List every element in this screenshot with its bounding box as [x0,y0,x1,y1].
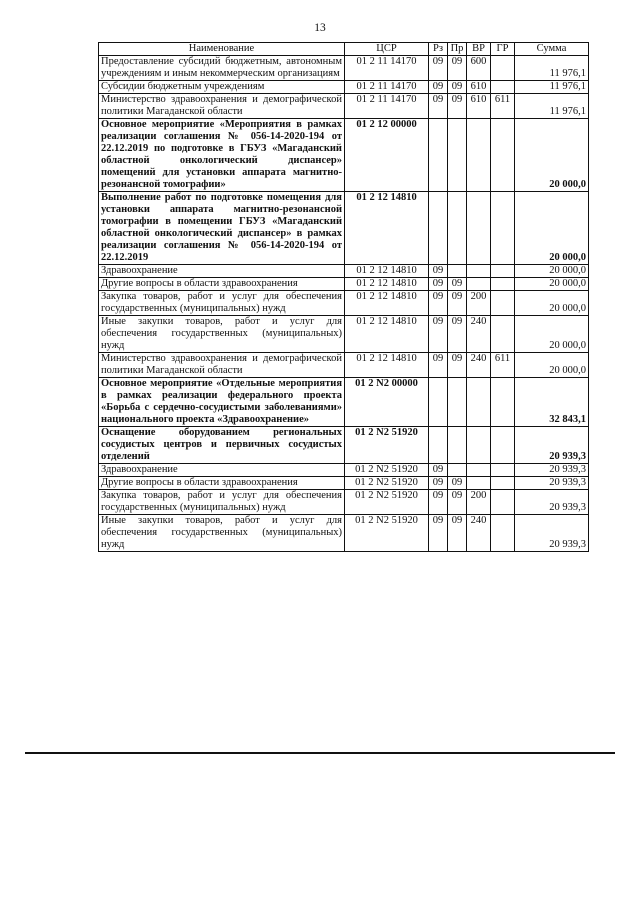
cell-csr: 01 2 N2 00000 [345,378,429,427]
cell-gr [491,464,515,477]
cell-sum: 20 000,0 [515,278,589,291]
cell-pr: 09 [448,353,467,378]
cell-rz [429,427,448,464]
cell-sum: 20 000,0 [515,291,589,316]
cell-gr [491,119,515,192]
cell-sum: 11 976,1 [515,94,589,119]
cell-vr [467,464,491,477]
cell-vr [467,477,491,490]
cell-sum: 32 843,1 [515,378,589,427]
cell-gr [491,378,515,427]
cell-pr: 09 [448,278,467,291]
cell-csr: 01 2 12 14810 [345,291,429,316]
table-row [99,316,589,353]
cell-sum: 20 000,0 [515,119,589,192]
cell-gr [491,278,515,291]
cell-sum: 20 000,0 [515,265,589,278]
cell-sum: 20 939,3 [515,477,589,490]
cell-name: Иные закупки товаров, работ и услуг для обеспечения государственных (муниципальных) нужд [99,316,345,353]
table-row [99,427,589,464]
cell-gr: 611 [491,353,515,378]
cell-gr [491,192,515,265]
cell-name: Другие вопросы в области здравоохранения [99,477,345,490]
cell-name: Субсидии бюджетным учреждениям [99,81,345,94]
cell-csr: 01 2 N2 51920 [345,515,429,552]
cell-pr [448,427,467,464]
cell-vr: 200 [467,291,491,316]
table-row [99,119,589,192]
cell-gr [491,81,515,94]
table-row [99,265,589,278]
cell-rz [429,119,448,192]
table-row [99,94,589,119]
cell-gr [491,316,515,353]
table-row [99,56,589,81]
cell-pr: 09 [448,94,467,119]
cell-pr: 09 [448,56,467,81]
cell-pr [448,464,467,477]
cell-gr [491,291,515,316]
table-row [99,278,589,291]
cell-csr: 01 2 12 14810 [345,316,429,353]
cell-sum: 11 976,1 [515,81,589,94]
cell-vr: 610 [467,81,491,94]
cell-vr: 600 [467,56,491,81]
cell-sum: 11 976,1 [515,56,589,81]
cell-csr: 01 2 11 14170 [345,56,429,81]
cell-name: Предоставление субсидий бюджетным, автономным учреждениям и иным некоммерческим организациям [99,56,345,81]
cell-name: Закупка товаров, работ и услуг для обеспечения государственных (муниципальных) нужд [99,291,345,316]
table-row [99,353,589,378]
header-name: Наименование [99,43,345,56]
cell-csr: 01 2 N2 51920 [345,427,429,464]
cell-pr [448,378,467,427]
cell-pr: 09 [448,291,467,316]
header-gr: ГР [491,43,515,56]
cell-name: Основное мероприятие «Мероприятия в рамках реализации соглашения № 056-14-2020-194 от 22.12.2019 по подготовке в ГБУЗ «Магаданский областной онкологический диспансер» помещений для установки аппарата магнитно-резонансной томографии» [99,119,345,192]
cell-vr [467,427,491,464]
cell-rz: 09 [429,316,448,353]
cell-sum: 20 939,3 [515,490,589,515]
cell-sum: 20 939,3 [515,427,589,464]
cell-name: Здравоохранение [99,265,345,278]
table-row [99,477,589,490]
cell-name: Основное мероприятие «Отдельные мероприятия в рамках реализации федерального проекта «Борьба с сердечно-сосудистыми заболеваниями» национального проекта «Здравоохранение» [99,378,345,427]
table-row [99,515,589,552]
cell-pr [448,119,467,192]
cell-rz: 09 [429,353,448,378]
cell-csr: 01 2 12 14810 [345,278,429,291]
cell-pr: 09 [448,515,467,552]
cell-csr: 01 2 12 00000 [345,119,429,192]
cell-vr [467,278,491,291]
cell-csr: 01 2 12 14810 [345,353,429,378]
table-row [99,81,589,94]
cell-sum: 20 000,0 [515,192,589,265]
cell-pr: 09 [448,477,467,490]
cell-sum: 20 939,3 [515,464,589,477]
cell-vr [467,378,491,427]
header-rz: Рз [429,43,448,56]
table-row [99,464,589,477]
cell-gr [491,427,515,464]
cell-rz: 09 [429,490,448,515]
cell-vr: 240 [467,515,491,552]
cell-rz: 09 [429,515,448,552]
table-row [99,291,589,316]
cell-name: Выполнение работ по подготовке помещения для установки аппарата магнитно-резонансной томографии в помещении ГБУЗ «Магаданский областной онкологический диспансер» в рамках реализации соглашения № 056-14-2020-194 от 22.12.2019 [99,192,345,265]
cell-pr [448,265,467,278]
table-row [99,192,589,265]
cell-name: Закупка товаров, работ и услуг для обеспечения государственных (муниципальных) нужд [99,490,345,515]
cell-csr: 01 2 12 14810 [345,265,429,278]
cell-name: Иные закупки товаров, работ и услуг для обеспечения государственных (муниципальных) нужд [99,515,345,552]
cell-gr [491,56,515,81]
cell-vr [467,265,491,278]
cell-pr: 09 [448,81,467,94]
cell-rz [429,378,448,427]
cell-gr [491,477,515,490]
cell-gr: 611 [491,94,515,119]
cell-csr: 01 2 12 14810 [345,192,429,265]
cell-rz: 09 [429,94,448,119]
budget-table [98,42,589,552]
cell-vr [467,192,491,265]
cell-pr: 09 [448,316,467,353]
cell-rz: 09 [429,81,448,94]
cell-sum: 20 939,3 [515,515,589,552]
cell-vr: 240 [467,353,491,378]
header-csr: ЦСР [345,43,429,56]
cell-gr [491,490,515,515]
footer-divider [25,752,615,754]
cell-pr: 09 [448,490,467,515]
cell-vr: 240 [467,316,491,353]
cell-name: Министерство здравоохранения и демографической политики Магаданской области [99,353,345,378]
table-row [99,490,589,515]
table-body [99,56,589,552]
table-header [99,43,589,56]
cell-name: Оснащение оборудованием региональных сосудистых центров и первичных сосудистых отделений [99,427,345,464]
cell-name: Другие вопросы в области здравоохранения [99,278,345,291]
cell-name: Здравоохранение [99,464,345,477]
cell-csr: 01 2 N2 51920 [345,464,429,477]
cell-rz: 09 [429,278,448,291]
header-sum: Сумма [515,43,589,56]
cell-sum: 20 000,0 [515,353,589,378]
cell-csr: 01 2 11 14170 [345,94,429,119]
cell-vr: 610 [467,94,491,119]
cell-gr [491,265,515,278]
cell-csr: 01 2 N2 51920 [345,490,429,515]
page-number: 13 [314,22,326,34]
cell-gr [491,515,515,552]
header-pr: Пр [448,43,467,56]
cell-rz [429,192,448,265]
cell-sum: 20 000,0 [515,316,589,353]
cell-vr: 200 [467,490,491,515]
cell-rz: 09 [429,56,448,81]
table-row [99,378,589,427]
cell-rz: 09 [429,464,448,477]
cell-name: Министерство здравоохранения и демографической политики Магаданской области [99,94,345,119]
header-vr: ВР [467,43,491,56]
cell-vr [467,119,491,192]
cell-rz: 09 [429,291,448,316]
cell-csr: 01 2 N2 51920 [345,477,429,490]
cell-rz: 09 [429,477,448,490]
cell-pr [448,192,467,265]
cell-csr: 01 2 11 14170 [345,81,429,94]
cell-rz: 09 [429,265,448,278]
